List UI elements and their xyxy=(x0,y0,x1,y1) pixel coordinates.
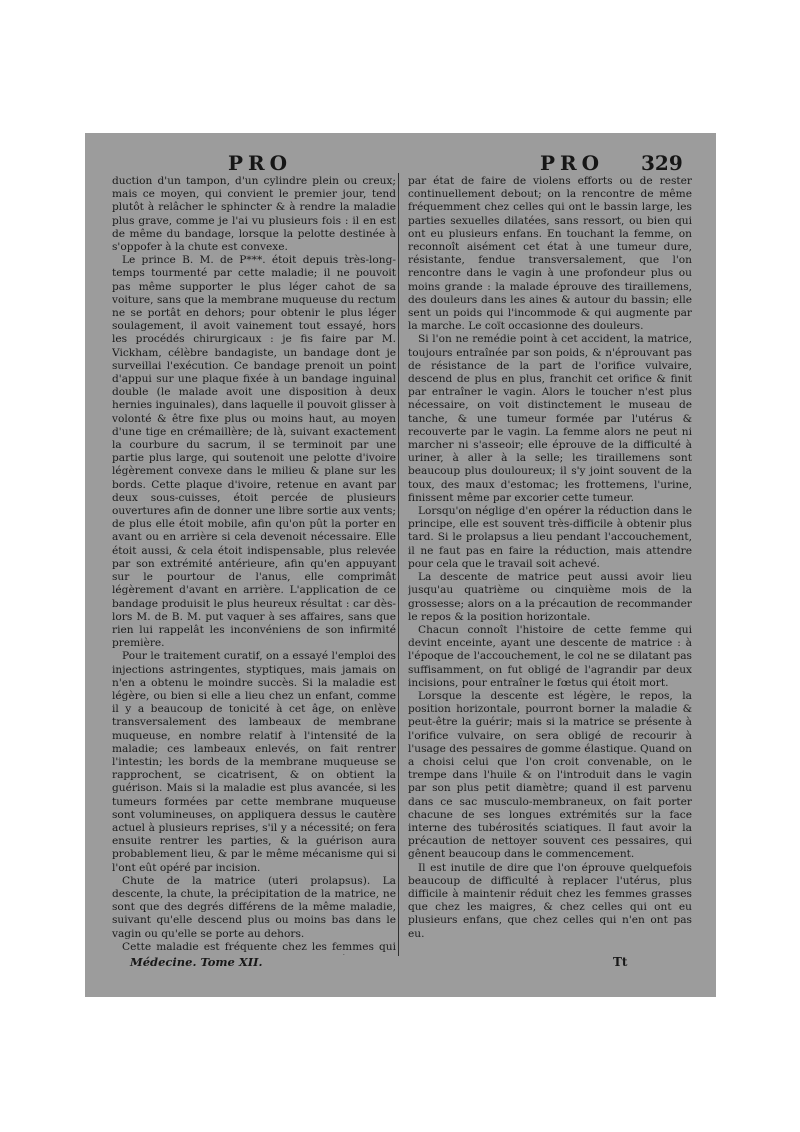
right-column xyxy=(408,175,692,955)
scanned-page xyxy=(85,133,716,997)
paragraph: duction d'un tampon, d'un cylindre plein ou creux; mais ce moyen, qui convient le premier jour, tend plutôt à relâcher le sphincter & à rendre la maladie plus grave, comme je l'ai vu plusieurs fois : il en est de même du bandage, lorsque la pelotte destinée à s'oppofer à la chute est convexe. xyxy=(112,175,396,254)
paragraph: Lorsqu'on néglige d'en opérer la réduction dans le principe, elle est souvent très-difficile à obtenir plus tard. Si le prolapsus a lieu pendant l'accouchement, il ne faut pas en faire la réduction, mais attendre pour cela que le travail soit achevé. xyxy=(408,505,692,570)
paragraph: Si l'on ne remédie point à cet accident, la matrice, toujours entraînée par son poids, & n'éprouvant pas de résistance de la part de l'orifice vulvaire, descend de plus en plus, franchit cet orifice & finit par entraîner le vagin. Alors le toucher n'est plus nécessaire, on voit distinctement le museau de tanche, & une tumeur formée par l'utérus & recouverte par le vagin. La femme alors ne peut ni marcher ni s'asseoir; elle éprouve de la difficulté à uriner, à aller à la selle; les tiraillemens sont beaucoup plus douloureux; il s'y joint souvent de la toux, des maux d'estomac; les frottemens, l'urine, finissent même par excorier cette tumeur. xyxy=(408,333,692,504)
paragraph: par état de faire de violens efforts ou de rester continuellement debout; on la rencontre de même fréquemment chez celles qui ont le bassin large, les parties sexuelles dilatées, sans ressort, ou bien qui ont eu plusieurs enfans. En touchant la femme, on reconnoît aisément cet état à une tumeur dure, résistante, fendue transversalement, que l'on rencontre dans le vagin à une profondeur plus ou moins grande : la malade éprouve des tiraillemens, des douleurs dans les aines & autour du bassin; elle sent un poids qui l'incommode & qui augmente par la marche. Le coït occasionne des douleurs. xyxy=(408,175,692,333)
column-divider xyxy=(398,173,399,956)
footer-title: Médecine. Tome XII. xyxy=(130,955,263,969)
paragraph: Pour le traitement curatif, on a essayé l'emploi des injections astringentes, styptiques, mais jamais on n'en a obtenu le moindre succès. Si la maladie est légère, ou bien si elle a lieu chez un enfant, comme il y a beaucoup de tonicité à cet âge, on enlève transversalement des lambeaux de membrane muqueuse, en nombre relatif à l'intensité de la maladie; ces lambeaux enlevés, on fait rentrer l'intestin; les bords de la membrane muqueuse se rapprochent, se cicatrisent, & on obtient la guérison. Mais si la maladie est plus avancée, si les tumeurs formées par cette membrane muqueuse sont volumineuses, on appliquera dessus le cautère actuel à plusieurs reprises, s'il y a nécessité; on fera ensuite rentrer les parties, & la guérison aura probablement lieu, & par le même mécanisme qui si l'ont eût opéré par incision. xyxy=(112,650,396,874)
paragraph: Il est inutile de dire que l'on éprouve quelquefois beaucoup de difficulté à replacer l'utérus, plus difficile à maintenir réduit chez les femmes grasses que chez les maigres, & chez celles qui ont eu plusieurs enfans, que chez celles qui n'en ont pas eu. xyxy=(408,861,692,940)
page-number: 329 xyxy=(641,151,683,175)
running-head-right: PRO xyxy=(540,151,605,175)
paragraph: Cette maladie est fréquente chez les femmes qui xyxy=(122,940,396,953)
paragraph: La descente de matrice peut aussi avoir lieu jusqu'au quatrième ou cinquième mois de la grossesse; alors on a la précaution de recommander le repos & la position horizontale. xyxy=(408,571,692,623)
paragraph: Chute de la matrice (uteri prolapsus). La descente, la chute, la précipitation de la matrice, ne sont que des degrés différens de la même maladie, suivant qu'elle descend plus ou moins bas dans le vagin ou qu'elle se porte au dehors. xyxy=(112,874,396,940)
paragraph: Le prince B. M. de P***. étoit depuis très-long-temps tourmenté par cette maladie; il ne pouvoit pas même supporter le plus léger cahot de sa voiture, sans que la membrane muqueuse du rectum ne se portât en dehors; pour obtenir le plus léger soulagement, il avoit vainement tout essayé, hors les procédés chirurgicaux : je fis faire par M. Vickham, célèbre bandagiste, un bandage dont je surveillai l'exécution. Ce bandage prenoit un point d'appui sur une plaque fixée à un bandage inguinal double (le malade avoit une disposition à deux hernies inguinales), dans laquelle il pouvoit glisser à volonté & être fixe plus ou moins haut, au moyen d'une tige en crémaillère; de là, suivant exactement la courbure du sacrum, il se terminoit par une partie plus large, qui soutenoit une pelotte d'ivoire légèrement convexe dans le milieu & plane sur les bords. Cette plaque d'ivoire, retenue en avant par deux sous-cuisses, étoit percée de plusieurs ouvertures afin de donner une libre sortie aux vents; de plus elle étoit mobile, afin qu'on pût la porter en avant ou en arrière si cela devenoit nécessaire. Elle étoit aussi, & cela étoit indispensable, plus relevée par son extrémité antérieure, afin qu'en appuyant sur le pourtour de l'anus, elle comprimât légèrement d'avant en arrière. L'application de ce bandage produisit le plus heureux résultat : car dès-lors M. de B. M. put vaquer à ses affaires, sans que rien lui rappelât les inconvéniens de son infirmité première. xyxy=(112,254,396,650)
running-head-left: PRO xyxy=(228,151,293,175)
signature-mark: Tt xyxy=(613,955,628,969)
paragraph: Lorsque la descente est légère, le repos, la position horizontale, pourront borner la maladie & peut-être la guérir; mais si la matrice se présente à l'orifice vulvaire, on sera obligé de recourir à l'usage des pessaires de gomme élastique. Quand on a choisi celui que l'on croit convenable, on le trempe dans l'huile & on l'introduit dans le vagin par son plus petit diamètre; quand il est parvenu dans ce sac musculo-membraneux, on fait porter chacune de ses longues extrémités sur la face interne des tubérosités sciatiques. Il faut avoir la précaution de nettoyer souvent ces pessaires, qui gênent beaucoup dans le commencement. xyxy=(408,689,692,861)
paragraph: Chacun connoît l'histoire de cette femme qui devint enceinte, ayant une descente de matrice : à l'époque de l'accouchement, le col ne se dilatant pas suffisamment, on fut obligé de l'agrandir par deux incisions, pour entraîner le fœtus qui étoit mort. xyxy=(408,623,692,689)
left-column xyxy=(112,175,396,955)
